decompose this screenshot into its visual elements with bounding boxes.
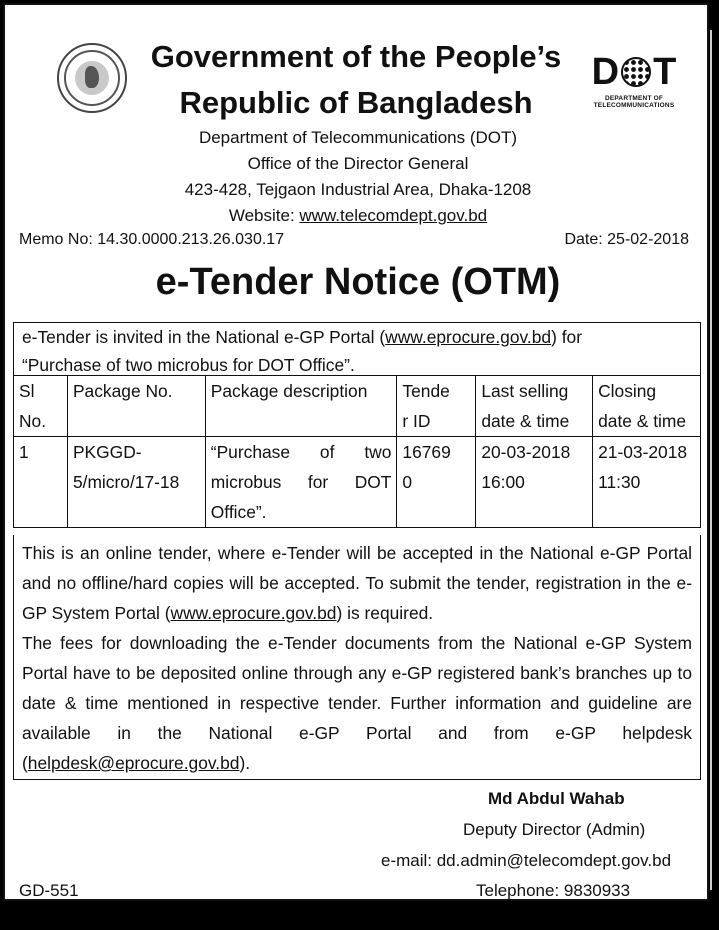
header-title-line1: Government of the People’s <box>150 39 562 74</box>
signatory-telephone: Telephone: 9830933 <box>476 881 631 900</box>
signatory-email: e-mail: dd.admin@telecomdept.gov.bd <box>381 851 672 870</box>
memo-number: Memo No: 14.30.0000.213.26.030.17 <box>19 231 285 248</box>
footer-code: GD-551 <box>19 881 79 900</box>
header-sl: Sl No. <box>14 376 68 437</box>
cell-tender-id: 16769 0 <box>397 437 476 528</box>
cell-last-selling: 20-03-2018 16:00 <box>476 437 593 528</box>
instructions-text <box>13 535 701 780</box>
cell-sl: 1 <box>14 437 68 528</box>
department-name: Department of Telecommunications (DOT) <box>198 128 518 147</box>
eprocure-link-2[interactable]: www.eprocure.gov.bd <box>170 603 337 623</box>
instructions-paragraph-1: This is an online tender, where e-Tender will be accepted in the National e-GP Portal and no offline/hard copies will be accepted. To submit the tender, registration in the e-GP System Portal (www.eprocure.gov.bd) is required. <box>22 543 692 623</box>
header-tender-id: Tende r ID <box>397 376 476 437</box>
signatory-designation: Deputy Director (Admin) <box>463 820 646 839</box>
header-title-line2: Republic of Bangladesh <box>179 85 533 120</box>
office-address: 423-428, Tejgaon Industrial Area, Dhaka-1208 <box>184 180 532 199</box>
notice-date: Date: 25-02-2018 <box>564 231 689 248</box>
tender-notice-page <box>3 3 709 901</box>
website-line: Website: www.telecomdept.gov.bd <box>228 206 488 225</box>
office-name: Office of the Director General <box>247 154 469 173</box>
helpdesk-email-link[interactable]: helpdesk@eprocure.gov.bd <box>27 753 240 773</box>
header-package-no: Package No. <box>67 376 205 437</box>
cell-closing: 21-03-2018 11:30 <box>593 437 701 528</box>
signatory-name: Md Abdul Wahab <box>488 789 625 808</box>
table-row <box>14 437 701 528</box>
page-edge <box>710 30 712 890</box>
tender-table <box>13 375 701 528</box>
instructions-paragraph-2: The fees for downloading the e-Tender documents from the National e-GP System Portal have to be deposited online through any e-GP registered bank’s branches up to date & time mentioned in respective tender. Further information and guideline are available in the National e-GP Portal and from e-GP helpdesk (helpdesk@eprocure.gov.bd). <box>22 633 692 773</box>
cell-description: “Purchase of two microbus for DOT Office”. <box>205 437 397 528</box>
cell-package-no: PKGGD- 5/micro/17-18 <box>67 437 205 528</box>
intro-paragraph: e-Tender is invited in the National e-GP Portal (www.eprocure.gov.bd) for “Purchase of two microbus for DOT Office”. <box>13 322 701 376</box>
eprocure-link[interactable]: www.eprocure.gov.bd <box>385 327 552 347</box>
website-link[interactable]: www.telecomdept.gov.bd <box>299 206 488 225</box>
header-closing: Closing date & time <box>593 376 701 437</box>
header-package-description: Package description <box>205 376 397 437</box>
notice-title: e-Tender Notice (OTM) <box>155 261 561 303</box>
header-last-selling: Last selling date & time <box>476 376 593 437</box>
table-header-row <box>14 376 701 437</box>
logo-caption: DEPARTMENT OF TELECOMMUNICATIONS <box>593 95 675 109</box>
dot-logo: D T DEPARTMENT OF TELECOMMUNICATIONS <box>588 51 680 109</box>
